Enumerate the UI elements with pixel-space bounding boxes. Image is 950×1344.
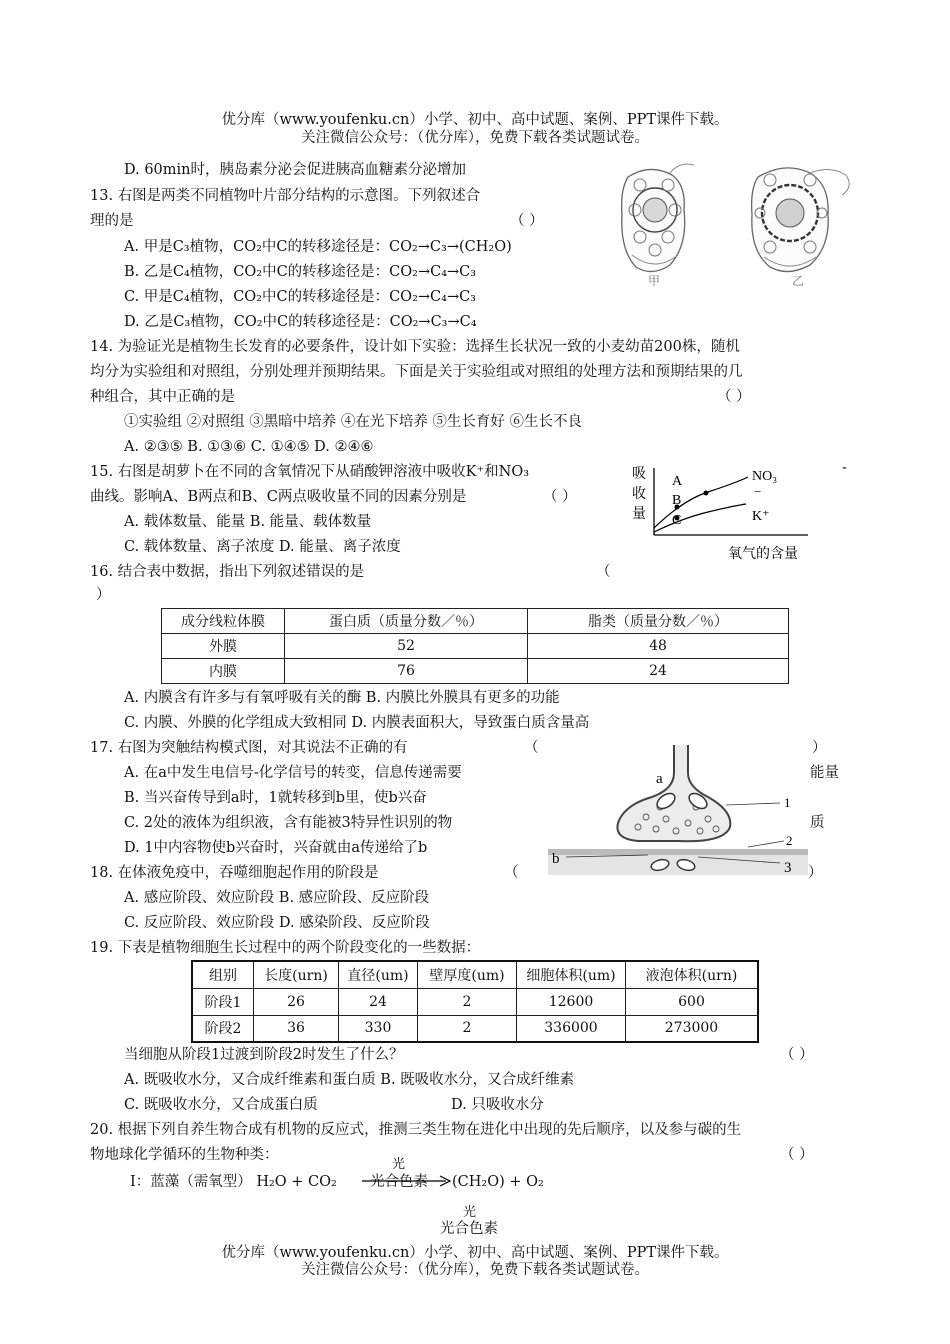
graph-ylabel-3: 量	[632, 507, 646, 522]
q20-answer-bracket: （ ）	[780, 1147, 814, 1163]
q20-equation-condition-top: 光	[392, 1157, 406, 1172]
leaf-label-yi: 乙	[792, 274, 805, 288]
table-header-cell: 蛋白质（质量分数／％）	[285, 609, 528, 634]
q14-options: A. ②③⑤ B. ①③⑥ C. ①④⑤ D. ②④⑥	[124, 439, 374, 455]
table-header-row	[192, 961, 758, 988]
table-cell: 76	[285, 659, 528, 684]
membrane-composition-table	[161, 608, 789, 684]
q15-superscript-dash: -	[842, 460, 847, 476]
reaction-arrow-icon	[362, 1174, 452, 1188]
q13-stem-line2: 理的是	[90, 213, 134, 229]
ion-uptake-graph	[628, 460, 818, 565]
table-row	[162, 659, 789, 684]
page-footer-line2: 关注微信公众号：（优分库），免费下载各类试题试卷。	[301, 1262, 649, 1278]
q12-option-d: D. 60min时，胰岛素分泌会促进胰高血糖素分泌增加	[124, 162, 467, 178]
graph-label-a: A	[672, 474, 683, 489]
q16-bracket-open: （	[596, 564, 611, 580]
page-header-line2: 关注微信公众号：（优分库），免费下载各类试题试卷。	[301, 130, 649, 146]
table-cell: 阶段1	[192, 988, 254, 1015]
table-cell: 内膜	[162, 659, 285, 684]
q20-condition-pigment: 光合色素	[440, 1221, 498, 1237]
q18-bracket-close: ）	[808, 865, 823, 881]
leaf-label-jia: 甲	[648, 274, 661, 288]
synapse-label-2: 2	[786, 833, 793, 848]
q20-equation-left: Ⅰ：蓝藻（需氧型） H₂O + CO₂	[130, 1174, 337, 1190]
leaf-section-jia	[622, 164, 694, 272]
synapse-label-b: b	[552, 851, 560, 867]
cell-growth-table	[191, 960, 759, 1043]
synapse-label-a: a	[656, 771, 663, 787]
graph-label-k: K⁺	[752, 509, 770, 524]
table-cell: 24	[339, 988, 418, 1015]
q15-stem-line1: 15. 右图是胡萝卜在不同的含氧情况下从硝酸钾溶液中吸收K⁺和NO₃	[90, 464, 530, 480]
graph-curve-k	[654, 504, 746, 532]
graph-ylabel-1: 吸	[632, 467, 646, 482]
table-header-cell: 成分线粒体膜	[162, 609, 285, 634]
leaf-structure-figure	[610, 155, 865, 290]
q14-stem-line3: 种组合，其中正确的是	[90, 389, 235, 405]
graph-label-c: C	[672, 513, 682, 528]
q19-option-d: D. 只吸收水分	[451, 1097, 544, 1113]
q13-option-a: A. 甲是C₃植物，CO₂中C的转移途径是：CO₂→C₃→(CH₂O)	[124, 239, 512, 255]
synapse-label-3: 3	[784, 860, 792, 876]
graph-label-no3: NO₃	[752, 469, 778, 484]
table-row	[192, 988, 758, 1015]
q20-condition-light: 光	[463, 1205, 477, 1220]
graph-point-b	[704, 491, 709, 496]
q14-stem-line1: 14. 为验证光是植物生长发育的必要条件，设计如下实验：选择生长状况一致的小麦幼苗200株，随机	[90, 339, 740, 355]
q20-equation-condition-bottom: 光合色素	[370, 1174, 428, 1190]
q20-stem-line2: 物地球化学循环的生物种类：	[90, 1147, 279, 1163]
q18-stem: 18. 在体液免疫中，吞噬细胞起作用的阶段是	[90, 865, 379, 881]
q16-options-ab: A. 内膜含有许多与有氧呼吸有关的酶 B. 内膜比外膜具有更多的功能	[124, 690, 560, 706]
q19-options-ab: A. 既吸收水分，又合成纤维素和蛋白质 B. 既吸收水分，又合成纤维素	[124, 1072, 575, 1088]
q17-option-d: D. 1中内容物使b兴奋时，兴奋就由a传递给了b	[124, 840, 428, 856]
q18-bracket-open: （	[504, 865, 519, 881]
q18-options-ab: A. 感应阶段、效应阶段 B. 感应阶段、反应阶段	[124, 890, 430, 906]
graph-label-no3-minus: −	[754, 484, 762, 499]
graph-label-b: B	[672, 493, 682, 508]
table-header-cell: 长度(urn)	[254, 961, 339, 988]
table-cell: 12600	[517, 988, 626, 1015]
table-row	[162, 634, 789, 659]
table-cell: 外膜	[162, 634, 285, 659]
q17-option-b: B. 当兴奋传导到a时，1就转移到b里，使b兴奋	[124, 790, 427, 806]
q17-stem: 17. 右图为突触结构模式图，对其说法不正确的有	[90, 740, 408, 756]
q13-stem-line1: 13. 右图是两类不同植物叶片部分结构的示意图。下列叙述合	[90, 188, 481, 204]
table-cell: 336000	[517, 1015, 626, 1042]
table-cell: 2	[418, 988, 517, 1015]
table-cell: 600	[626, 988, 759, 1015]
q19-option-c: C. 既吸收水分，又合成蛋白质	[124, 1097, 318, 1113]
q14-stem-line2: 均分为实验组和对照组，分别处理并预期结果。下面是关于实验组或对照组的处理方法和预期结果的几	[90, 364, 743, 380]
table-cell: 24	[528, 659, 789, 684]
q19-stem: 19. 下表是植物细胞生长过程中的两个阶段变化的一些数据：	[90, 940, 481, 956]
table-cell: 2	[418, 1015, 517, 1042]
q14-answer-bracket: （ ）	[717, 389, 751, 405]
q13-option-b: B. 乙是C₄植物，CO₂中C的转移途径是：CO₂→C₄→C₃	[124, 264, 477, 280]
table-cell: 52	[285, 634, 528, 659]
graph-ylabel-2: 收	[632, 487, 646, 502]
q17-bracket-close: ）	[812, 740, 827, 756]
table-header-cell: 组别	[192, 961, 254, 988]
table-cell: 273000	[626, 1015, 759, 1042]
page-footer-line1: 优分库（www.youfenku.cn）小学、初中、高中试题、案例、PPT课件下载。	[221, 1245, 729, 1261]
q16-options-cd: C. 内膜、外膜的化学组成大致相同 D. 内膜表面积大，导致蛋白质含量高	[124, 715, 590, 731]
table-header-cell: 液泡体积(urn)	[626, 961, 759, 988]
synapse-label-1: 1	[784, 795, 791, 810]
leaf-section-yi	[752, 168, 850, 272]
q13-option-d: D. 乙是C₃植物，CO₂中C的转移途径是：CO₂→C₃→C₄	[124, 314, 477, 330]
q13-answer-bracket: （ ）	[510, 213, 544, 229]
table-header-cell: 壁厚度(um)	[418, 961, 517, 988]
q20-equation-right: (CH₂O) + O₂	[452, 1174, 544, 1190]
postsynaptic-membrane	[548, 849, 808, 855]
q16-stem: 16. 结合表中数据，指出下列叙述错误的是	[90, 564, 365, 580]
table-cell: 48	[528, 634, 789, 659]
q17-option-c-end: 质	[810, 815, 825, 831]
graph-xlabel: 氧气的含量	[728, 547, 798, 562]
table-header-row	[162, 609, 789, 634]
q19-answer-bracket: （ ）	[780, 1047, 814, 1063]
q18-options-cd: C. 反应阶段、效应阶段 D. 感染阶段、反应阶段	[124, 915, 430, 931]
q17-bracket-open: （	[524, 740, 539, 756]
table-cell: 阶段2	[192, 1015, 254, 1042]
synapse-figure	[548, 745, 808, 880]
table-row	[192, 1015, 758, 1042]
q13-option-c: C. 甲是C₄植物，CO₂中C的转移途径是：CO₂→C₄→C₃	[124, 289, 476, 305]
graph-curve-no3	[654, 477, 748, 528]
page-header-line1: 优分库（www.youfenku.cn）小学、初中、高中试题、案例、PPT课件下载。	[221, 112, 729, 128]
q19-question: 当细胞从阶段1过渡到阶段2时发生了什么？	[124, 1047, 404, 1063]
q15-stem-line2: 曲线。影响A、B两点和B、C两点吸收量不同的因素分别是	[90, 489, 467, 505]
q17-option-a: A. 在a中发生电信号-化学信号的转变，信息传递需要	[124, 765, 462, 781]
q16-bracket-close: ）	[96, 587, 111, 603]
q15-options-ab: A. 载体数量、能量 B. 能量、载体数量	[124, 514, 372, 530]
q17-option-c: C. 2处的液体为组织液，含有能被3特异性识别的物	[124, 815, 453, 831]
table-cell: 330	[339, 1015, 418, 1042]
table-header-cell: 直径(um)	[339, 961, 418, 988]
table-header-cell: 细胞体积(um)	[517, 961, 626, 988]
table-cell: 36	[254, 1015, 339, 1042]
table-cell: 26	[254, 988, 339, 1015]
q20-stem-line1: 20. 根据下列自养生物合成有机物的反应式，推测三类生物在进化中出现的先后顺序，以及参与碳的生	[90, 1122, 742, 1138]
table-header-cell: 脂类（质量分数／％）	[528, 609, 789, 634]
q15-answer-bracket: （ ）	[543, 489, 577, 505]
q17-option-a-end: 能量	[810, 765, 839, 781]
q15-options-cd: C. 载体数量、离子浓度 D. 能量、离子浓度	[124, 539, 401, 555]
q14-items: ①实验组 ②对照组 ③黑暗中培养 ④在光下培养 ⑤生长育好 ⑥生长不良	[124, 414, 583, 430]
